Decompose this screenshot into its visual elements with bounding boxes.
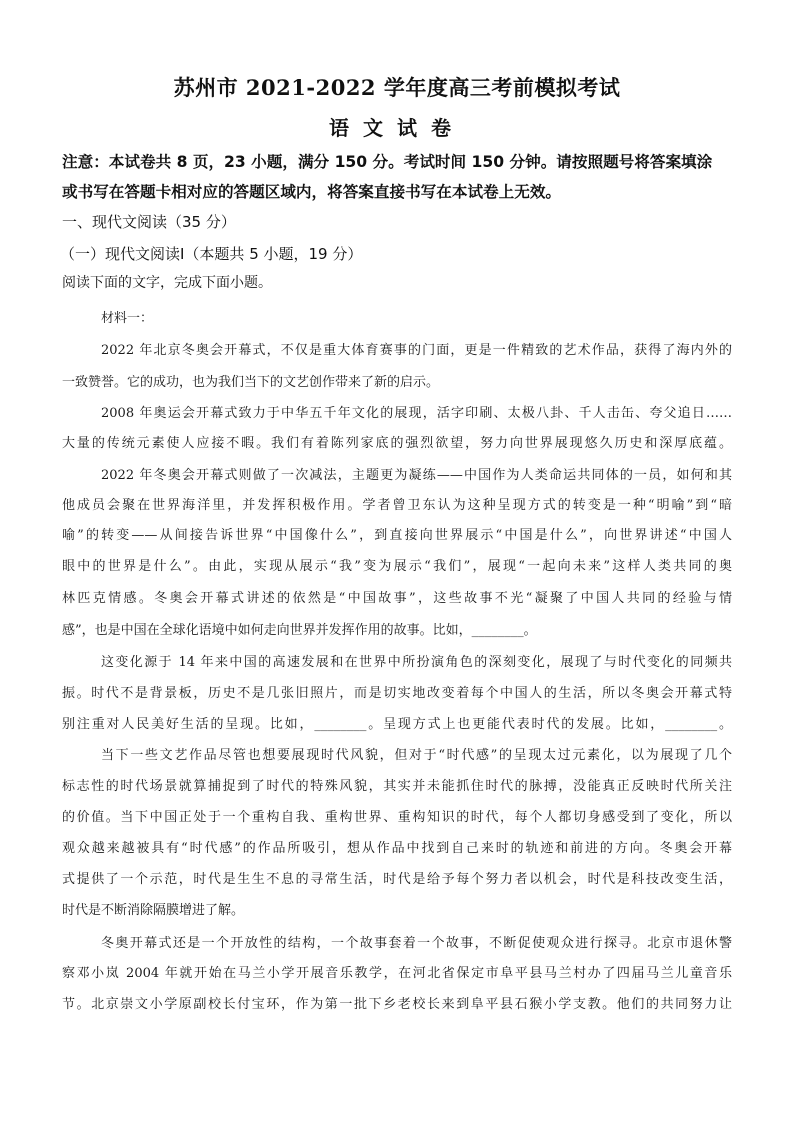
exam-title: 苏州市 2021-2022 学年度高三考前模拟考试 xyxy=(173,75,621,100)
text-line: 观众越来越被具有“时代感”的作品所吸引，想从作品中找到自己来时的轨迹和前进的方向。冬奥会开幕 xyxy=(62,841,732,856)
notice-line-2: 或书写在答题卡相对应的答题区域内，将答案直接书写在本试卷上无效。 xyxy=(62,183,562,201)
text-line: 一致赞誉。它的成功，也为我们当下的文艺创作带来了新的启示。 xyxy=(62,375,440,390)
section-heading: 一、现代文阅读（35 分） xyxy=(62,213,236,231)
text-line: 喻”的转变——从间接告诉世界“中国像什么”，到直接向世界展示“中国是什么”，向世界讲述“中国人 xyxy=(62,528,732,543)
material-label: 材料一： xyxy=(101,311,154,326)
section-subheading: （一）现代文阅读Ⅰ（本题共 5 小题，19 分） xyxy=(60,245,363,263)
text-line: 时代是不断消除隔膜增进了解。 xyxy=(62,903,245,918)
text-line: 振。时代不是背景板，历史不是几张旧照片，而是切实地改变着每个中国人的生活，所以冬奥会开幕式特 xyxy=(62,686,732,701)
text-line: 感”，也是中国在全球化语境中如何走向世界并发挥作用的故事。比如，________。 xyxy=(62,623,537,638)
text-line: 大量的传统元素使人应接不暇。我们有着陈列家底的强烈欲望，努力向世界展现悠久历史和深厚底蕴。 xyxy=(62,436,732,451)
text-line: 察邓小岚 2004 年就开始在马兰小学开展音乐教学，在河北省保定市阜平县马兰村办了四届马兰儿童音乐 xyxy=(62,966,732,981)
text-line: 式提供了一个示范，时代是生生不息的寻常生活，时代是给予每个努力者以机会，时代是科技改变生活， xyxy=(62,872,732,887)
text-line: 当下一些文艺作品尽管也想要展现时代风貌，但对于“时代感”的呈现太过元素化，以为展现了几个 xyxy=(101,748,732,763)
text-line: 节。北京崇文小学原副校长付宝环，作为第一批下乡老校长来到阜平县石猴小学支教。他们的共同努力让 xyxy=(62,997,732,1012)
text-line: 2022 年北京冬奥会开幕式，不仅是重大体育赛事的门面，更是一件精致的艺术作品，获得了海内外的 xyxy=(101,343,732,358)
reading-instruction: 阅读下面的文字，完成下面小题。 xyxy=(62,275,272,291)
text-line: 别注重对人民美好生活的呈现。比如，________。呈现方式上也更能代表时代的发展。比如，________。 xyxy=(62,717,732,732)
notice-line-1: 注意：本试卷共 8 页，23 小题，满分 150 分。考试时间 150 分钟。请按照题号将答案填涂 xyxy=(62,153,713,171)
text-line: 2022 年冬奥会开幕式则做了一次减法，主题更为凝练——中国作为人类命运共同体的一员，如何和其 xyxy=(101,468,732,483)
text-line: 冬奥开幕式还是一个开放性的结构，一个故事套着一个故事，不断促使观众进行探寻。北京市退休警 xyxy=(101,936,732,951)
exam-subtitle: 语文试卷 xyxy=(329,116,465,140)
text-line: 这变化源于 14 年来中国的高速发展和在世界中所扮演角色的深刻变化，展现了与时代变化的同频共 xyxy=(101,655,732,670)
text-line: 标志性的时代场景就算捕捉到了时代的特殊风貌，其实并未能抓住时代的脉搏，没能真正反映时代所关注 xyxy=(62,779,732,794)
text-line: 2008 年奥运会开幕式致力于中华五千年文化的展现，活字印刷、太极八卦、千人击缶、夸父追日…… xyxy=(101,406,732,421)
text-line: 林匹克情感。冬奥会开幕式讲述的依然是“中国故事”，这些故事不光“凝聚了中国人共同的经验与情 xyxy=(62,591,732,606)
text-line: 眼中的世界是什么”。由此，实现从展示“我”变为展示“我们”，展现“一起向未来”这样人类共同的奥 xyxy=(62,559,732,574)
text-line: 的价值。当下中国正处于一个重构自我、重构世界、重构知识的时代，每个人都切身感受到了变化，所以 xyxy=(62,810,732,825)
text-line: 他成员会聚在世界海洋里，并发挥积极作用。学者曾卫东认为这种呈现方式的转变是一种“明喻”到“暗 xyxy=(62,498,732,513)
